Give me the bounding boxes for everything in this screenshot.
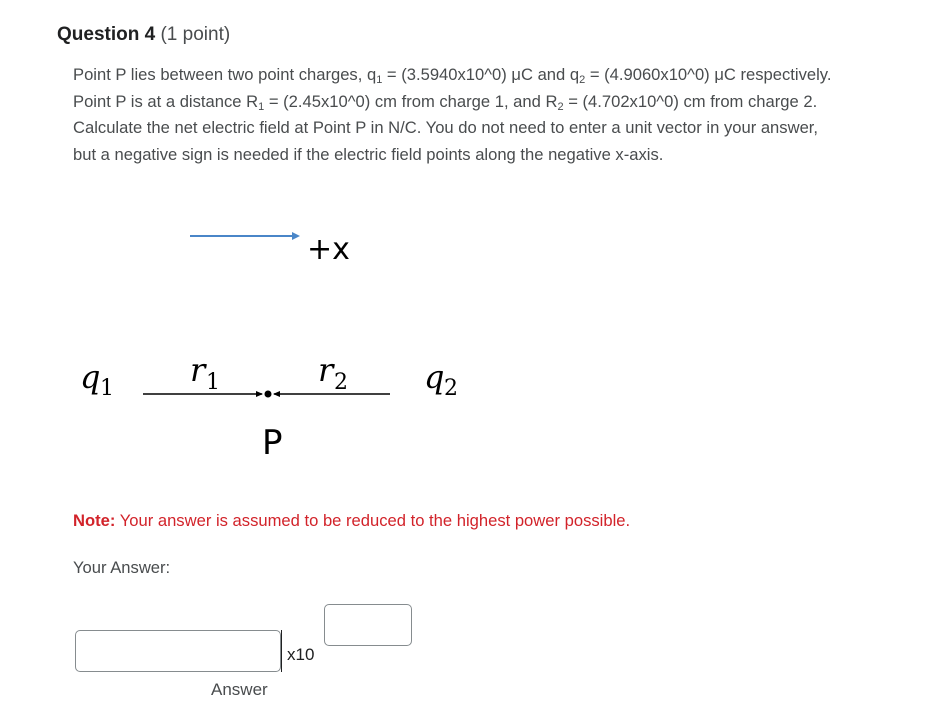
q1-subscript: 1 [100,376,114,401]
q1-label: q [80,358,101,396]
r1-subscript: 1 [206,370,220,395]
times-ten-label: x10 [287,645,315,664]
r1-arrow-head [256,391,263,397]
r1-label: r [190,351,206,389]
problem-text-part: = (4.702x10^0) cm from charge 2. Calculate the net electric field at Point P in N/C. You do not need to enter a unit vector in your answer, but a negative sign is needed if the electric field points along the negative x-axis. [73,91,819,164]
q2-label: q [424,358,445,396]
question-points: (1 point) [160,24,231,45]
problem-text-part: = (3.5940x10^0) μC and q [382,65,580,84]
subscript: 2 [557,100,564,113]
answer-field-label: Answer [211,680,268,699]
problem-text-part: = (2.45x10^0) cm from charge 1, and R [264,91,558,111]
r2-subscript: 2 [334,370,348,395]
q2-subscript: 2 [444,376,458,401]
subscript: 1 [376,74,383,86]
point-p-dot [265,391,272,398]
note-text: Your answer is assumed to be reduced to the highest power possible. [115,511,631,530]
subscript: 1 [258,100,265,113]
answer-input-divider [281,630,282,672]
r2-label: r [318,351,334,389]
your-answer-label: Your Answer: [73,558,171,577]
problem-text-part: Point P lies between two point charges, q [73,65,377,84]
positive-x-arrow-head [292,232,300,240]
positive-x-label: +x [307,232,350,267]
answer-mantissa-input[interactable] [75,630,281,672]
subscript: 2 [579,74,586,86]
problem-text-part: = (4.9060x10^0) μC respectively. Point P is at a distance R [73,65,832,111]
note-label: Note: [73,511,116,530]
point-p-label: P [262,423,283,463]
answer-exponent-input[interactable] [324,604,412,646]
note [73,511,630,531]
question-number: Question 4 [57,24,156,45]
